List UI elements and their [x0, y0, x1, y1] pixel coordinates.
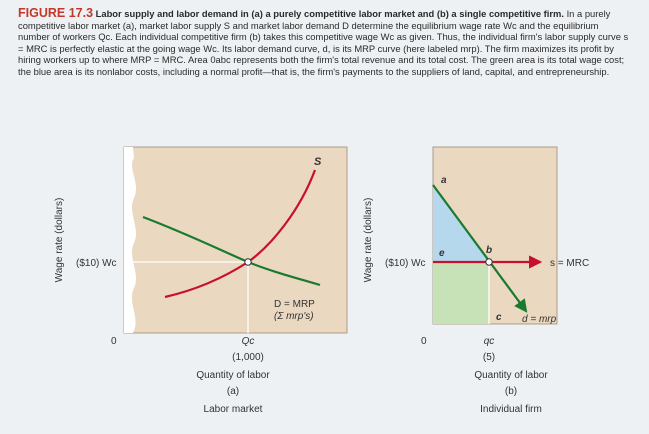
panel-b-demand-label: d = mrp	[522, 314, 557, 325]
panel-a-y-tick-label: ($10) Wc	[76, 258, 117, 269]
panel-a-panel-title: Labor market	[203, 404, 263, 415]
figure-caption-body: In a purely competitive labor market (a), market labor supply S and market labor demand D determine the equilibrium wage rate Wc and the equilibrium number of workers Qc. Each individual competitive firm (b) takes this competitive wage Wc as given. Thus, the individual firm's labor supply curve s = MRC is perfectly elastic at the going wage Wc. Its labor demand curve, d, is its MRP curve (here labeled mrp). The firm maximizes its profit by hiring workers up to where MRP = MRC. Area 0abc represents both the firm's total revenue and its total cost. The green area is its total wage cost; the blue area is its nonlabor costs, including a normal profit—that is, the firm's payments to the suppliers of land, capital, and entrepreneurship.	[18, 8, 629, 77]
panel-b-panel-label: (b)	[504, 386, 518, 397]
panel-a-demand-sublabel: (Σ mrp's)	[274, 311, 314, 322]
panel-b-y-tick-label: ($10) Wc	[385, 258, 426, 269]
panel-a-equilibrium-point	[245, 259, 251, 265]
panel-b-x-tick-label: qc	[483, 336, 495, 347]
panel-a-supply-label: S	[314, 156, 322, 168]
panel-a-x-tick-value: (1,000)	[232, 352, 264, 363]
panel-b-supply-label: s = MRC	[550, 258, 590, 269]
panel-b-point-b	[486, 259, 492, 265]
panel-a	[54, 147, 347, 415]
panel-b-point-c-label: c	[496, 312, 502, 323]
panel-a-demand-label: D = MRP	[274, 299, 315, 310]
panel-b	[363, 147, 589, 415]
panel-a-origin-label: 0	[111, 336, 117, 347]
panel-b-point-a-label: a	[441, 175, 447, 186]
panel-b-point-e-label: e	[439, 248, 445, 259]
panel-b-y-axis-label: Wage rate (dollars)	[363, 197, 374, 283]
panel-b-origin-label: 0	[421, 336, 427, 347]
panel-b-point-b-label: b	[486, 245, 493, 256]
figure-title: Labor supply and labor demand in (a) a purely competitive labor market and (b) a single competitive firm.	[95, 8, 564, 19]
panel-b-x-axis-label: Quantity of labor	[474, 370, 548, 381]
panel-a-y-axis-label: Wage rate (dollars)	[54, 197, 65, 283]
panel-b-wage-cost-area	[433, 262, 489, 324]
panel-b-panel-title: Individual firm	[480, 404, 542, 415]
panel-a-x-axis-label: Quantity of labor	[196, 370, 270, 381]
panel-a-x-tick-label: Qc	[241, 336, 255, 347]
figure-number: FIGURE 17.3	[18, 6, 94, 20]
panel-b-x-tick-value: (5)	[482, 352, 496, 363]
panel-a-panel-label: (a)	[226, 386, 240, 397]
